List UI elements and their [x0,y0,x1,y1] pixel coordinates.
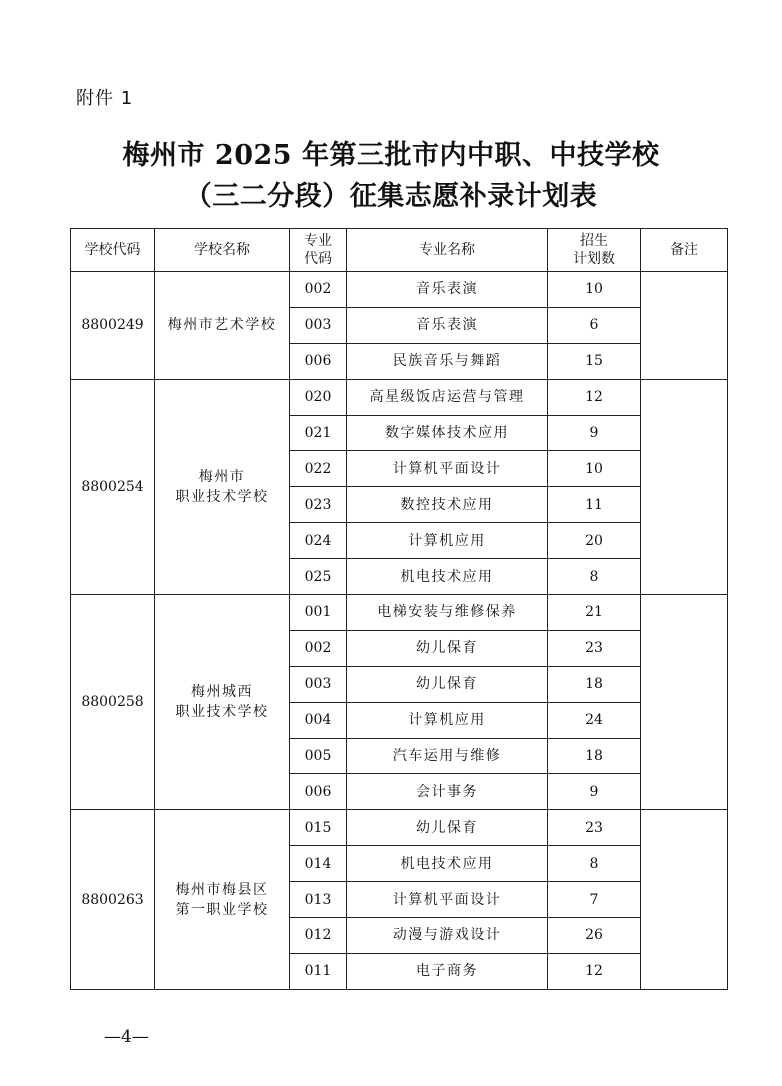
plan-count: 20 [548,523,641,559]
major-code: 003 [290,307,347,343]
plan-count: 7 [548,882,641,918]
header-remarks: 备注 [641,229,728,272]
major-code: 005 [290,738,347,774]
plan-count: 23 [548,810,641,846]
plan-count: 8 [548,846,641,882]
plan-count: 8 [548,559,641,595]
school-name-line1: 梅州市 [198,468,246,485]
document-title-line2: （三二分段）征集志愿补录计划表 [184,181,598,212]
remarks-cell [641,379,728,594]
header-plan-count [548,229,641,272]
header-plan-count-line2: 计划数 [573,251,615,267]
plan-count: 9 [548,415,641,451]
major-name: 计算机平面设计 [347,882,548,918]
school-name [155,810,290,989]
table-row [71,379,728,415]
plan-count: 26 [548,918,641,954]
school-name-line2: 职业技术学校 [175,704,269,721]
table-header-row [71,229,728,272]
plan-count: 23 [548,630,641,666]
major-name: 机电技术应用 [347,846,548,882]
attachment-label: 附件 1 [76,88,134,109]
major-name: 计算机平面设计 [347,451,548,487]
school-code: 8800249 [71,272,155,380]
major-name: 机电技术应用 [347,559,548,595]
major-code: 025 [290,559,347,595]
remarks-cell [641,595,728,810]
school-name-line1: 梅州市梅县区 [175,881,269,898]
plan-count: 11 [548,487,641,523]
plan-count: 24 [548,702,641,738]
plan-count: 18 [548,666,641,702]
major-code: 023 [290,487,347,523]
enrollment-plan-table [70,228,728,990]
school-code: 8800258 [71,595,155,810]
school-code: 8800254 [71,379,155,594]
major-name: 动漫与游戏设计 [347,918,548,954]
school-name-line1: 梅州市艺术学校 [167,317,277,334]
major-name: 数字媒体技术应用 [347,415,548,451]
major-name: 幼儿保育 [347,666,548,702]
major-code: 015 [290,810,347,846]
school-name [155,272,290,380]
school-code: 8800263 [71,810,155,989]
header-plan-count-line1: 招生 [580,233,608,249]
major-name: 音乐表演 [347,307,548,343]
plan-count: 12 [548,953,641,989]
major-code: 020 [290,379,347,415]
major-name: 计算机应用 [347,523,548,559]
school-name-line2: 职业技术学校 [175,488,269,505]
major-name: 汽车运用与维修 [347,738,548,774]
plan-count: 15 [548,343,641,379]
major-name: 电梯安装与维修保养 [347,595,548,631]
header-major-code-line1: 专业 [304,233,332,249]
major-name: 数控技术应用 [347,487,548,523]
major-code: 013 [290,882,347,918]
school-name-line1: 梅州城西 [191,684,253,701]
major-code: 001 [290,595,347,631]
table-row [71,810,728,846]
major-code: 004 [290,702,347,738]
major-code: 002 [290,630,347,666]
major-name: 音乐表演 [347,272,548,308]
header-school-name: 学校名称 [155,229,290,272]
remarks-cell [641,810,728,989]
page-number: —4— [104,1027,149,1047]
document-title-line1: 梅州市 2025 年第三批市内中职、中技学校 [122,140,660,171]
remarks-cell [641,272,728,380]
major-name: 电子商务 [347,953,548,989]
plan-count: 9 [548,774,641,810]
plan-count: 12 [548,379,641,415]
plan-count: 21 [548,595,641,631]
major-name: 计算机应用 [347,702,548,738]
major-code: 012 [290,918,347,954]
major-code: 006 [290,774,347,810]
major-code: 002 [290,272,347,308]
major-code: 021 [290,415,347,451]
major-code: 024 [290,523,347,559]
major-name: 幼儿保育 [347,630,548,666]
major-name: 幼儿保育 [347,810,548,846]
major-code: 003 [290,666,347,702]
header-major-name: 专业名称 [347,229,548,272]
major-code: 014 [290,846,347,882]
table-row [71,595,728,631]
header-major-code-line2: 代码 [304,251,332,267]
school-name [155,595,290,810]
major-name: 高星级饭店运营与管理 [347,379,548,415]
table-row [71,272,728,308]
plan-count: 6 [548,307,641,343]
plan-count: 10 [548,451,641,487]
major-name: 民族音乐与舞蹈 [347,343,548,379]
major-code: 006 [290,343,347,379]
school-name [155,379,290,594]
major-code: 011 [290,953,347,989]
plan-count: 10 [548,272,641,308]
plan-count: 18 [548,738,641,774]
major-code: 022 [290,451,347,487]
header-major-code [290,229,347,272]
major-name: 会计事务 [347,774,548,810]
school-name-line2: 第一职业学校 [175,901,269,918]
header-school-code: 学校代码 [71,229,155,272]
